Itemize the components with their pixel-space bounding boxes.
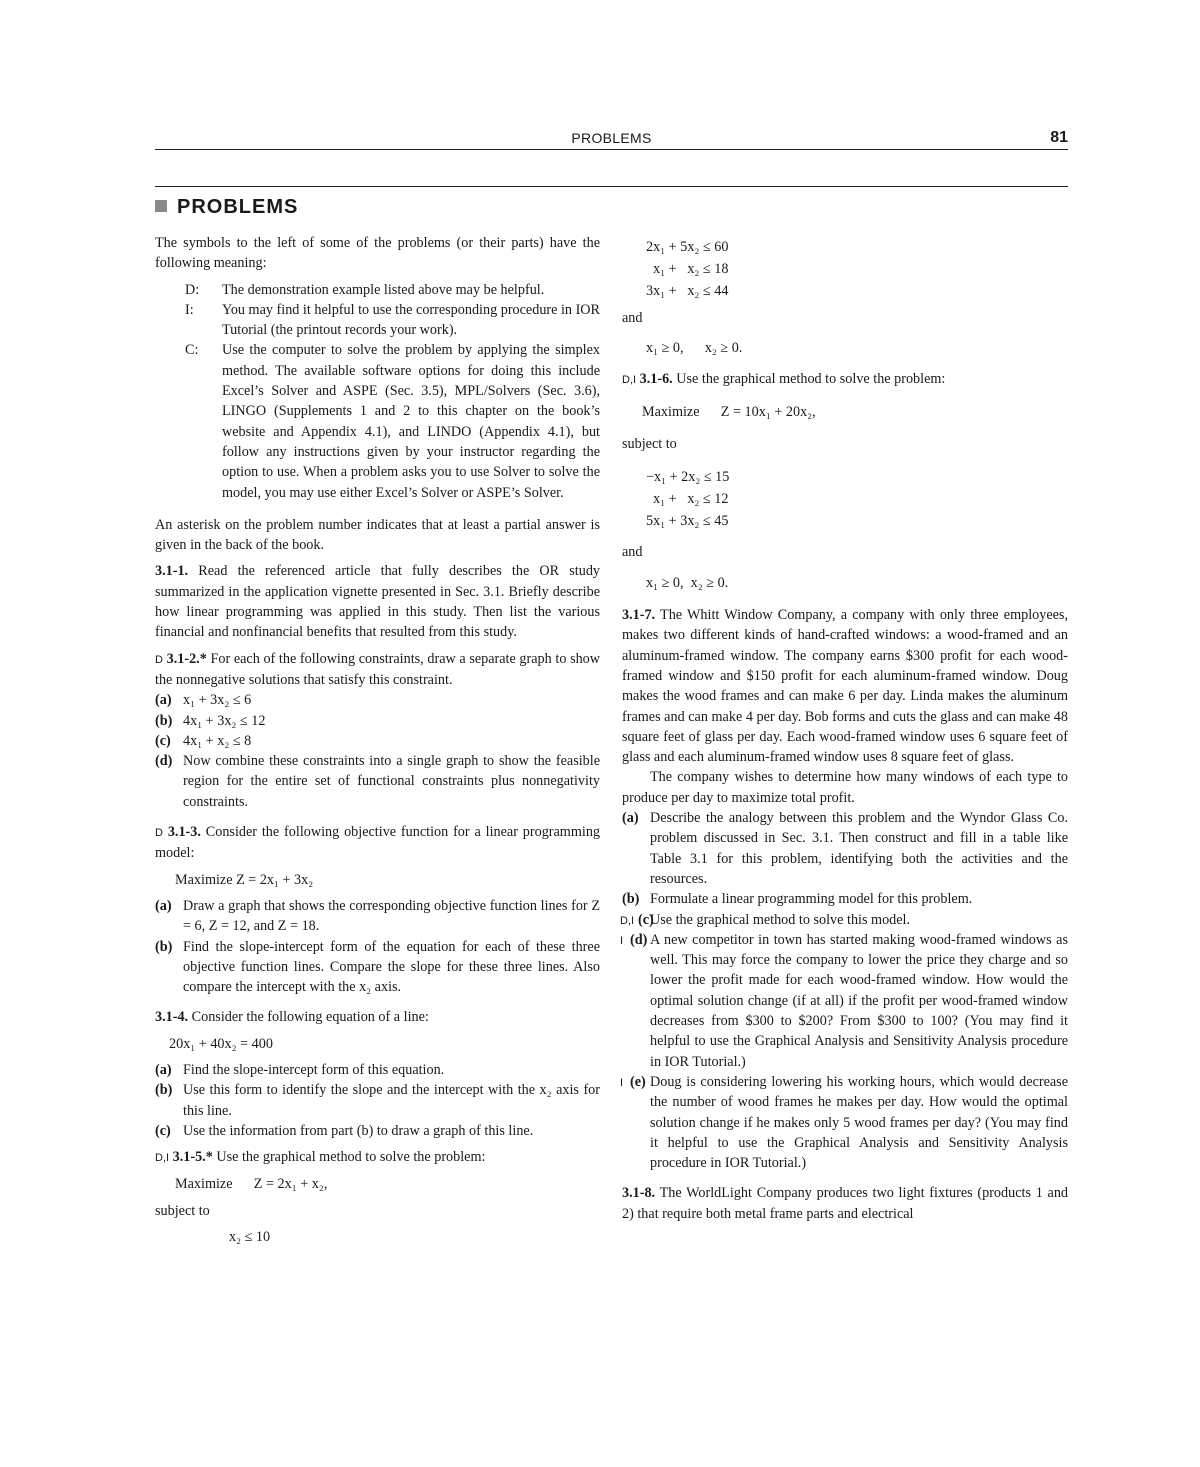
list-item: (b) Formulate a linear programming model for this problem. xyxy=(622,891,973,908)
section-title xyxy=(155,196,298,219)
constraint-line: x₂ ≤ 10 xyxy=(229,1229,271,1246)
list-item: (a) Draw a graph that shows the corresponding objective function lines for Z = 6, Z = 12, and Z = 18. xyxy=(155,897,600,935)
header-rule xyxy=(155,149,1068,150)
legend-item-d: D: The demonstration example listed above may be helpful. xyxy=(185,281,545,298)
list-item: (b) Find the slope-intercept form of the equation for each of these three objective function lines. Compare the slope for these three lines. Also compare the intercept with the x₂ axis. xyxy=(155,938,600,996)
problem-3-1-2: D 3.1-2.* For each of the following constraints, draw a separate graph to show the nonnegative solutions that satisfy this constraint. xyxy=(155,650,601,688)
constraint-line: x₁ + x₂ ≤ 12 xyxy=(646,491,729,508)
constraint-line: −x₁ + 2x₂ ≤ 15 xyxy=(646,469,730,486)
problem-3-1-5: D,I 3.1-5.* Use the graphical method to solve the problem: xyxy=(155,1149,486,1166)
list-item: (b) 4x₁ + 3x₂ ≤ 12 xyxy=(155,712,266,729)
problem-3-1-4: 3.1-4. Consider the following equation of a line: xyxy=(155,1009,429,1026)
objective-function: Maximize Z = 2x₁ + x₂, xyxy=(175,1176,328,1193)
constraint-line: 3x₁ + x₂ ≤ 44 xyxy=(646,283,729,299)
subject-to-label: subject to xyxy=(155,1202,210,1219)
and-label: and xyxy=(622,544,643,561)
constraint-line: 2x₁ + 5x₂ ≤ 60 xyxy=(646,239,729,255)
problem-3-1-1: 3.1-1. Read the referenced article that fully describes the OR study summarized in the application vignette presented in Sec. 3.1. Briefly describe how linear programming was applied in this study. Then list the various financial and nonfinancial benefits that resulted from this study. xyxy=(155,563,601,641)
subject-to-label: subject to xyxy=(622,436,677,453)
page-number: 81 xyxy=(1050,129,1068,146)
section-title-text: PROBLEMS xyxy=(177,196,299,218)
list-item: (a) Find the slope-intercept form of this equation. xyxy=(155,1061,445,1078)
list-item: I (d) A new competitor in town has started making wood-framed windows as well. This may force the company to lower the price they charge and so lower the profit made for each wood-framed window. How would the optimal solution change (if at all) if the profit per wood-framed window decreases from $300 to $200? From $300 to 100? (You may find it helpful to use the Graphical Analysis and Sensitivity Analysis procedure in IOR Tutorial.) xyxy=(620,931,1068,1070)
and-label: and xyxy=(622,310,643,326)
left-column xyxy=(155,233,600,1247)
list-item: (c) 4x₁ + x₂ ≤ 8 xyxy=(155,732,252,749)
constraint-line: 5x₁ + 3x₂ ≤ 45 xyxy=(646,513,729,530)
problem-3-1-8: 3.1-8. The WorldLight Company produces two light fixtures (products 1 and 2) that require both metal frame parts and electrical xyxy=(622,1185,1069,1222)
section-rule xyxy=(155,186,1068,187)
list-item: (a) Describe the analogy between this problem and the Wyndor Glass Co. problem discussed in Sec. 3.1. Then construct and fill in a table like Table 3.1 for this problem, identifying both the activities and the resources. xyxy=(622,810,1068,887)
square-bullet-icon xyxy=(155,200,167,212)
objective-equation: Maximize Z = 2x₁ + 3x₂ xyxy=(175,871,314,888)
problem-3-1-7-continued: The company wishes to determine how many windows of each type to produce per day to maximize total profit. xyxy=(622,769,1068,806)
list-item: (b) Use this form to identify the slope and the intercept with the x₂ axis for this line. xyxy=(155,1082,600,1119)
right-column xyxy=(622,236,1068,1224)
intro-text: The symbols to the left of some of the problems (or their parts) have the following meaning: xyxy=(155,235,600,272)
list-item: D,I (c) Use the graphical method to solve this model. xyxy=(620,911,911,928)
nonnegativity-line: x₁ ≥ 0, x₂ ≥ 0. xyxy=(646,340,743,357)
list-item: (d) Now combine these constraints into a single graph to show the feasible region for the entire set of functional constraints plus nonnegativity constraints. xyxy=(155,753,600,810)
objective-function: Maximize Z = 10x₁ + 20x₂, xyxy=(642,403,816,420)
line-equation: 20x₁ + 40x₂ = 400 xyxy=(169,1035,273,1052)
list-item: (c) Use the information from part (b) to draw a graph of this line. xyxy=(155,1122,534,1139)
problem-3-1-3: D 3.1-3. Consider the following objective function for a linear programming model: xyxy=(155,824,601,862)
list-item: I (e) Doug is considering lowering his working hours, which would decrease the number of wood frames he makes per day. How would the optimal solution change if he makes only 5 wood frames per day? (You may find it helpful to use the Graphical Analysis and Sensitivity Analysis procedure in IOR Tutorial.) xyxy=(620,1073,1068,1172)
legend-item-c: C: Use the computer to solve the problem by applying the simplex method. The available software options for doing this include Excel’s Solver and ASPE (Sec. 3.5), MPL/Solvers (Sec. 3.6), LINGO (Supplements 1 and 2 to this chapter on the book’s website and Appendix 4.1), and LINDO (Appendix 4.1), but follow any instructions given by your instructor regarding the option to use. When a problem asks you to use Solver to solve the model, you may use either Excel’s Solver or ASPE’s Solver. xyxy=(185,342,600,501)
legend-item-i: I: You may find it helpful to use the corresponding procedure in IOR Tutorial (the printout records your work). xyxy=(185,301,601,339)
constraint-line: x₁ + x₂ ≤ 18 xyxy=(646,261,729,277)
running-title: PROBLEMS xyxy=(571,130,652,146)
asterisk-note: An asterisk on the problem number indicates that at least a partial answer is given in the back of the book. xyxy=(155,516,600,554)
nonnegativity-line: x₁ ≥ 0, x₂ ≥ 0. xyxy=(646,574,729,591)
list-item: (a) x₁ + 3x₂ ≤ 6 xyxy=(155,692,252,709)
problem-3-1-6: D,I 3.1-6. Use the graphical method to solve the problem: xyxy=(622,370,946,387)
problem-3-1-7: 3.1-7. The Whitt Window Company, a company with only three employees, makes two different kinds of hand-crafted windows: a wood-framed and an aluminum-framed window. The company earns $300 profit for each wood-framed window and $150 profit for each aluminum-framed window. Doug makes the wood frames and can make 6 per day. Linda makes the aluminum frames and can make 4 per day. Bob forms and cuts the glass and can make 48 square feet of glass per day. Each wood-framed window uses 6 square feet of glass and each aluminum-framed window uses 8 square feet of glass. xyxy=(622,607,1068,766)
